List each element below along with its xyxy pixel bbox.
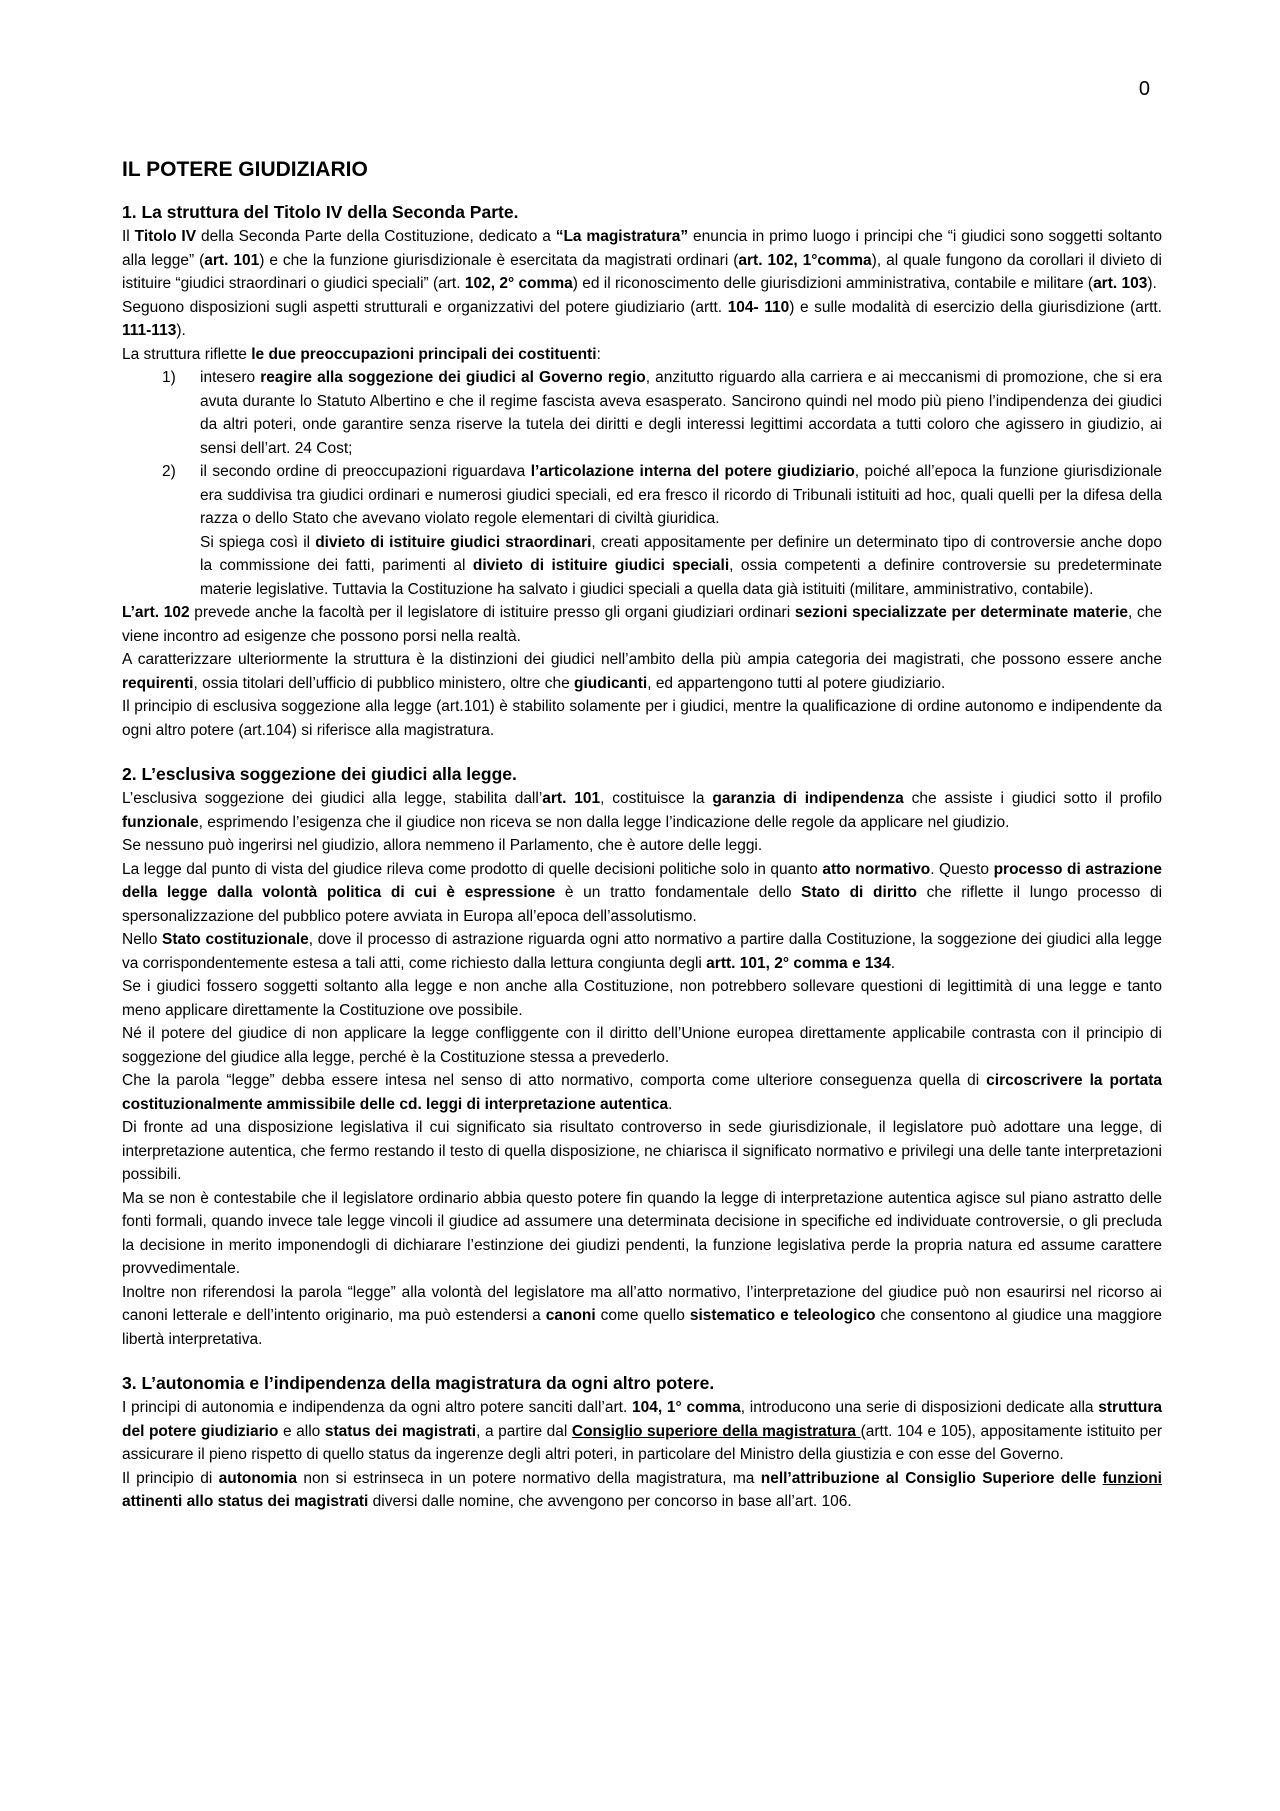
s3-paragraph-1: I principi di autonomia e indipendenza da ogni altro potere sanciti dall’art. 104, 1° comma, introducono una serie di disposizioni dedicate alla struttura del potere giudiziario e allo status dei magistrati, a partire dal Consiglio superiore della magistratura (artt. 104 e 105), appositamente istituito per assicurare il pieno rispetto di quello status da ingerenze degli altri poteri, in particolare del Ministro della giustizia e con esse del Governo. (122, 1399, 1162, 1463)
list-item (122, 460, 1162, 601)
s3-paragraph-2: Il principio di autonomia non si estrinseca in un potere normativo della magistratura, ma nell’attribuzione al Consiglio Superiore delle funzioni attinenti allo status dei magistrati diversi dalle nomine, che avvengono per concorso in base all’art. 106. (122, 1469, 1162, 1510)
s2-paragraph-9: Ma se non è contestabile che il legislatore ordinario abbia questo potere fin quando la legge di interpretazione autentica agisce sul piano astratto delle fonti formali, quando invece tale legge vincoli il giudice ad assumere una determinata decisione in specifiche ed individuate controversie, o gli precluda la decisione in merito imponendogli di dichiarare l’estinzione dei giudizi pendenti, la funzione legislativa perde la propria natura ed assume carattere provvedimentale. (122, 1189, 1162, 1277)
list-item-number: 2) (162, 463, 176, 480)
section-3-heading: 3. L’autonomia e l’indipendenza della magistratura da ogni altro potere. (122, 1373, 715, 1393)
list-item-text: il secondo ordine di preoccupazioni riguardava l’articolazione interna del potere giudiziario, poiché all’epoca la funzione giurisdizionale era suddivisa tra giudici ordinari e numerosi giudici speciali, ed era fresco il ricordo di Tribunali istituiti ad hoc, quali quelli per la difesa della razza o dello Stato che avevano violato regole elementari di civiltà giuridica. Si spiega così il divieto di istituire giudici straordinari, creati appositamente per definire un determinato tipo di controversie anche dopo la commissione dei fatti, parimenti al divieto di istituire giudici speciali, ossia competenti a definire controversie su predeterminate materie legislative. Tuttavia la Costituzione ha salvato i giudici speciali a quella data già istituiti (militare, amministrativo, contabile). (200, 460, 1162, 601)
csm-term: Consiglio superiore della magistratura (571, 1422, 861, 1440)
document-body (122, 150, 1162, 1514)
s1-paragraph-5: A caratterizzare ulteriormente la struttura è la distinzioni dei giudici nell’ambito della più ampia categoria dei magistrati, che possono essere anche requirenti, ossia titolari dell’ufficio di pubblico ministero, oltre che giudicanti, ed appartengono tutti al potere giudiziario. (122, 651, 1162, 692)
list-item (122, 366, 1162, 460)
page-title: IL POTERE GIUDIZIARIO (122, 158, 368, 181)
preoccupazioni-list (122, 366, 1162, 601)
list-item-text: intesero reagire alla soggezione dei giudici al Governo regio, anzitutto riguardo alla carriera e ai meccanismi di promozione, che si era avuta durante lo Statuto Albertino e che il regime fascista aveva esasperato. Sancirono quindi nel modo più pieno l’indipendenza dei giudici da altri poteri, onde garantire senza riserve la tutela dei diritti e degli interessi legittimi accordata a tutti coloro che agissero in giudizio, ai sensi dell’art. 24 Cost; (200, 369, 1162, 457)
s2-paragraph-3: La legge dal punto di vista del giudice rileva come prodotto di quelle decisioni politiche solo in quanto atto normativo. Questo processo di astrazione della legge dalla volontà politica di cui è espressione è un tratto fondamentale dello Stato di diritto che riflette il lungo processo di spersonalizzazione del pubblico potere avviata in Europa all’epoca dell’assolutismo. (122, 860, 1163, 925)
s2-paragraph-5: Se i giudici fossero soggetti soltanto alla legge e non anche alla Costituzione, non potrebbero sollevare questioni di legittimità di una legge e tanto meno applicare direttamente la Costituzione ove possibile. (122, 978, 1162, 1019)
s2-paragraph-8: Di fronte ad una disposizione legislativa il cui significato sia risultato controverso in sede giurisdizionale, il legislatore può adottare una legge, di interpretazione autentica, che fermo restando il testo di quella disposizione, ne chiarisca il significato normativo e privilegi una delle tante interpretazioni possibili. (122, 1119, 1162, 1183)
s2-paragraph-2: Se nessuno può ingerirsi nel giudizio, allora nemmeno il Parlamento, che è autore delle leggi. (122, 837, 763, 854)
section-2-heading: 2. L’esclusiva soggezione dei giudici alla legge. (122, 764, 517, 784)
page-number: 0 (1138, 78, 1150, 100)
funzioni-term: funzioni (1102, 1469, 1162, 1487)
s1-paragraph-3: La struttura riflette le due preoccupazioni principali dei costituenti: (122, 345, 601, 363)
s1-paragraph-2: Seguono disposizioni sugli aspetti strutturali e organizzativi del potere giudiziario (artt. 104- 110) e sulle modalità di esercizio della giurisdizione (artt. 111-113). (122, 298, 1162, 339)
s2-paragraph-7: Che la parola “legge” debba essere intesa nel senso di atto normativo, comporta come ulteriore conseguenza quella di circoscrivere la portata costituzionalmente ammissibile delle cd. leggi di interpretazione autentica. (122, 1072, 1162, 1113)
s1-paragraph-4: L’art. 102 prevede anche la facoltà per il legislatore di istituire presso gli organi giudiziari ordinari sezioni specializzate per determinate materie, che viene incontro ad esigenze che possono porsi nella realtà. (122, 604, 1162, 645)
list-item-number: 1) (162, 369, 176, 386)
section-1-heading: 1. La struttura del Titolo IV della Seconda Parte. (122, 202, 519, 222)
s1-paragraph-6: Il principio di esclusiva soggezione alla legge (art.101) è stabilito solamente per i giudici, mentre la qualificazione di ordine autonomo e indipendente da ogni altro potere (art.104) si riferisce alla magistratura. (122, 698, 1162, 739)
s2-paragraph-6: Né il potere del giudice di non applicare la legge confliggente con il diritto dell’Unione europea direttamente applicabile contrasta con il principio di soggezione del giudice alla legge, perché è la Costituzione stessa a prevederlo. (122, 1025, 1162, 1066)
s2-paragraph-10: Inoltre non riferendosi la parola “legge” alla volontà del legislatore ma all’atto normativo, l’interpretazione del giudice può non esaurirsi nel ricorso ai canoni letterale e dell’intento originario, ma può estendersi a canoni come quello sistematico e teleologico che consentono al giudice una maggiore libertà interpretativa. (122, 1283, 1162, 1348)
s2-paragraph-1: L’esclusiva soggezione dei giudici alla legge, stabilita dall’art. 101, costituisce la garanzia di indipendenza che assiste i giudici sotto il profilo funzionale, esprimendo l’esigenza che il giudice non riceva se non dalla legge l’indicazione delle regole da applicare nel giudizio. (122, 790, 1163, 831)
list-item-continuation: Si spiega così il divieto di istituire giudici straordinari, creati appositamente per definire un determinato tipo di controversie anche dopo la commissione dei fatti, parimenti al divieto di istituire giudici speciali, ossia competenti a definire controversie su predeterminate materie legislative. Tuttavia la Costituzione ha salvato i giudici speciali a quella data già istituiti (militare, amministrativo, contabile). (200, 533, 1162, 598)
s2-paragraph-4: Nello Stato costituzionale, dove il processo di astrazione riguarda ogni atto normativo a partire dalla Costituzione, la soggezione dei giudici alla legge va corrispondentemente estesa a tali atti, come richiesto dalla lettura congiunta degli artt. 101, 2° comma e 134. (122, 931, 1162, 972)
s1-paragraph-1: Il Titolo IV della Seconda Parte della Costituzione, dedicato a “La magistratura” enuncia in primo luogo i principi che “i giudici sono soggetti soltanto alla legge” (art. 101) e che la funzione giurisdizionale è esercitata da magistrati ordinari (art. 102, 1°comma), al quale fungono da corollari il divieto di istituire “giudici straordinari o giudici speciali” (art. 102, 2° comma) ed il riconoscimento delle giurisdizioni amministrativa, contabile e militare (art. 103). (122, 228, 1162, 292)
